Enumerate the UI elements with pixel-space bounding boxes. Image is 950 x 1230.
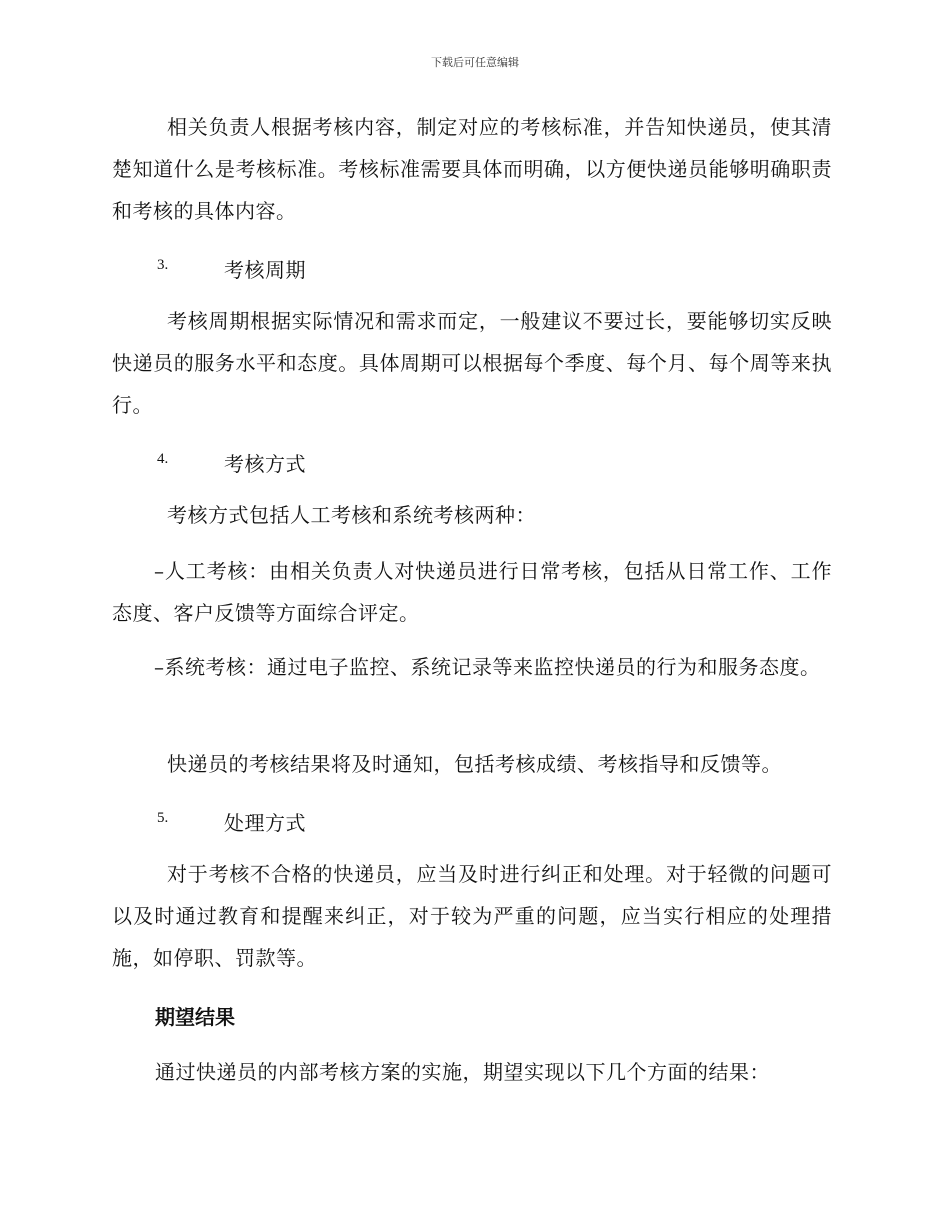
heading-handling: 处理方式 bbox=[224, 811, 306, 835]
heading-number-4: 4. bbox=[157, 451, 169, 467]
paragraph-results-notice: 快递员的考核结果将及时通知，包括考核成绩、考核指导和反馈等。 bbox=[167, 752, 782, 776]
paragraph-system-review: –系统考核：通过电子监控、系统记录等来监控快递员的行为和服务态度。 bbox=[154, 655, 821, 679]
paragraph-method-intro: 考核方式包括人工考核和系统考核两种： bbox=[167, 503, 536, 527]
paragraph-period: 考核周期根据实际情况和需求而定，一般建议不要过长，要能够切实反映快递员的服务水平和态度。具体周期可以根据每个季度、每个月、每个周等来执行。 bbox=[112, 309, 832, 417]
paragraph-handling: 对于考核不合格的快递员，应当及时进行纠正和处理。对于轻微的问题可以及时通过教育和提醒来纠正，对于较为严重的问题，应当实行相应的处理措施，如停职、罚款等。 bbox=[112, 862, 832, 970]
section-title-expected-results: 期望结果 bbox=[155, 1005, 235, 1029]
heading-period: 考核周期 bbox=[224, 258, 306, 282]
heading-number-5: 5. bbox=[157, 810, 169, 826]
heading-method: 考核方式 bbox=[224, 452, 306, 476]
heading-number-3: 3. bbox=[157, 257, 169, 273]
paragraph-expected-intro: 通过快递员的内部考核方案的实施，期望实现以下几个方面的结果： bbox=[155, 1060, 770, 1084]
page-header: 下载后可任意编辑 bbox=[431, 56, 519, 69]
paragraph-standards: 相关负责人根据考核内容，制定对应的考核标准，并告知快递员，使其清楚知道什么是考核标准。考核标准需要具体而明确，以方便快递员能够明确职责和考核的具体内容。 bbox=[112, 115, 832, 223]
paragraph-manual-review: –人工考核：由相关负责人对快递员进行日常考核，包括从日常工作、工作态度、客户反馈等方面综合评定。 bbox=[112, 559, 832, 625]
